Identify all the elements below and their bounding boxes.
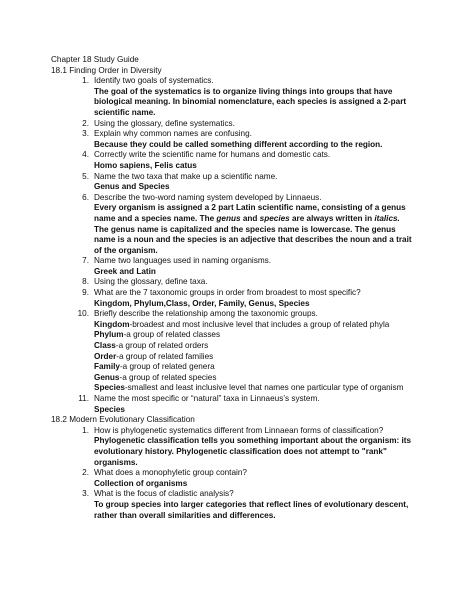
answer-6-line: of the organism. <box>94 245 158 255</box>
answer-4: Homo sapiens, Felis catus <box>94 160 197 170</box>
taxon-row: Kingdom-broadest and most inclusive level that includes a group of related phyla <box>94 319 390 329</box>
answer-5: Genus and Species <box>94 182 170 192</box>
answer-9: Kingdom, Phylum,Class, Order, Family, Genus, Species <box>94 298 310 308</box>
answer-6-line: Every organism is assigned a 2 part Latin scientific name, consisting of a genus <box>94 203 406 213</box>
taxon-row: Order-a group of related families <box>94 351 214 361</box>
taxon-row: Species-smallest and least inclusive level that names one particular type of organism <box>94 383 404 393</box>
taxon-row: Family-a group of related genera <box>94 362 215 372</box>
answer-7: Greek and Latin <box>94 266 156 276</box>
s2-question-2: 2. What does a monophyletic group contain? <box>82 468 247 478</box>
question-4: 4. Correctly write the scientific name for humans and domestic cats. <box>82 150 331 160</box>
s2-answer-3-line: To group species into larger categories that reflect lines of evolutionary descent, <box>94 499 409 509</box>
question-3: 3. Explain why common names are confusing. <box>82 129 252 139</box>
answer-1-line: biological meaning. In binomial nomenclature, each species is assigned a 2-part <box>94 97 407 107</box>
question-7: 7. Name two languages used in naming organisms. <box>82 256 272 266</box>
section-heading-18-2: 18.2 Modern Evolutionary Classification <box>51 415 195 425</box>
answer-3: Because they could be called something different according to the region. <box>94 139 383 149</box>
question-2: 2. Using the glossary, define systematics. <box>82 118 235 128</box>
answer-1-line: scientific name. <box>94 107 156 117</box>
taxon-row: Class-a group of related orders <box>94 341 209 351</box>
question-11: 11. Name the most specific or “natural” taxa in Linnaeus’s system. <box>78 394 320 403</box>
question-8: 8. Using the glossary, define taxa. <box>82 277 208 287</box>
s2-answer-1-line: Phylogenetic classification tells you something important about the organism: its <box>94 436 412 446</box>
answer-11: Species <box>94 404 125 414</box>
document-content <box>51 55 431 521</box>
question-5: 5. Name the two taxa that make up a scientific name. <box>82 171 278 181</box>
s2-question-1: 1. How is phylogenetic systematics different from Linnaean forms of classification? <box>82 425 384 435</box>
document-title: Chapter 18 Study Guide <box>51 55 139 64</box>
answer-6-line: name is a noun and the species is an adjective that describes the noun and a trait <box>94 235 412 245</box>
question-6: 6. Describe the two-word naming system developed by Linnaeus. <box>82 192 322 202</box>
answer-6-line: name and a species name. The genus and species are always written in italics. <box>94 213 400 223</box>
question-1: 1. Identify two goals of systematics. <box>82 76 214 86</box>
answer-6-line: The genus name is capitalized and the species name is lowercase. The genus <box>94 224 396 234</box>
s2-answer-3-line: rather than overall similarities and differences. <box>94 510 276 520</box>
question-10: 10. Briefly describe the relationship among the taxonomic groups. <box>77 309 318 319</box>
question-9: 9. What are the 7 taxonomic groups in order from broadest to most specific? <box>82 288 361 298</box>
s2-answer-1-line: organisms. <box>94 457 138 467</box>
taxon-row: Phylum-a group of related classes <box>94 330 221 340</box>
section-heading-18-1: 18.1 Finding Order in Diversity <box>51 65 162 75</box>
s2-answer-2: Collection of organisms <box>94 478 188 488</box>
answer-1-line: The goal of the systematics is to organize living things into groups that have <box>94 86 393 96</box>
taxon-row: Genus-a group of related species <box>94 372 217 382</box>
s2-question-3: 3. What is the focus of cladistic analysis? <box>82 489 234 499</box>
s2-answer-1-line: evolutionary history. Phylogenetic classification does not attempt to "rank" <box>94 446 387 456</box>
